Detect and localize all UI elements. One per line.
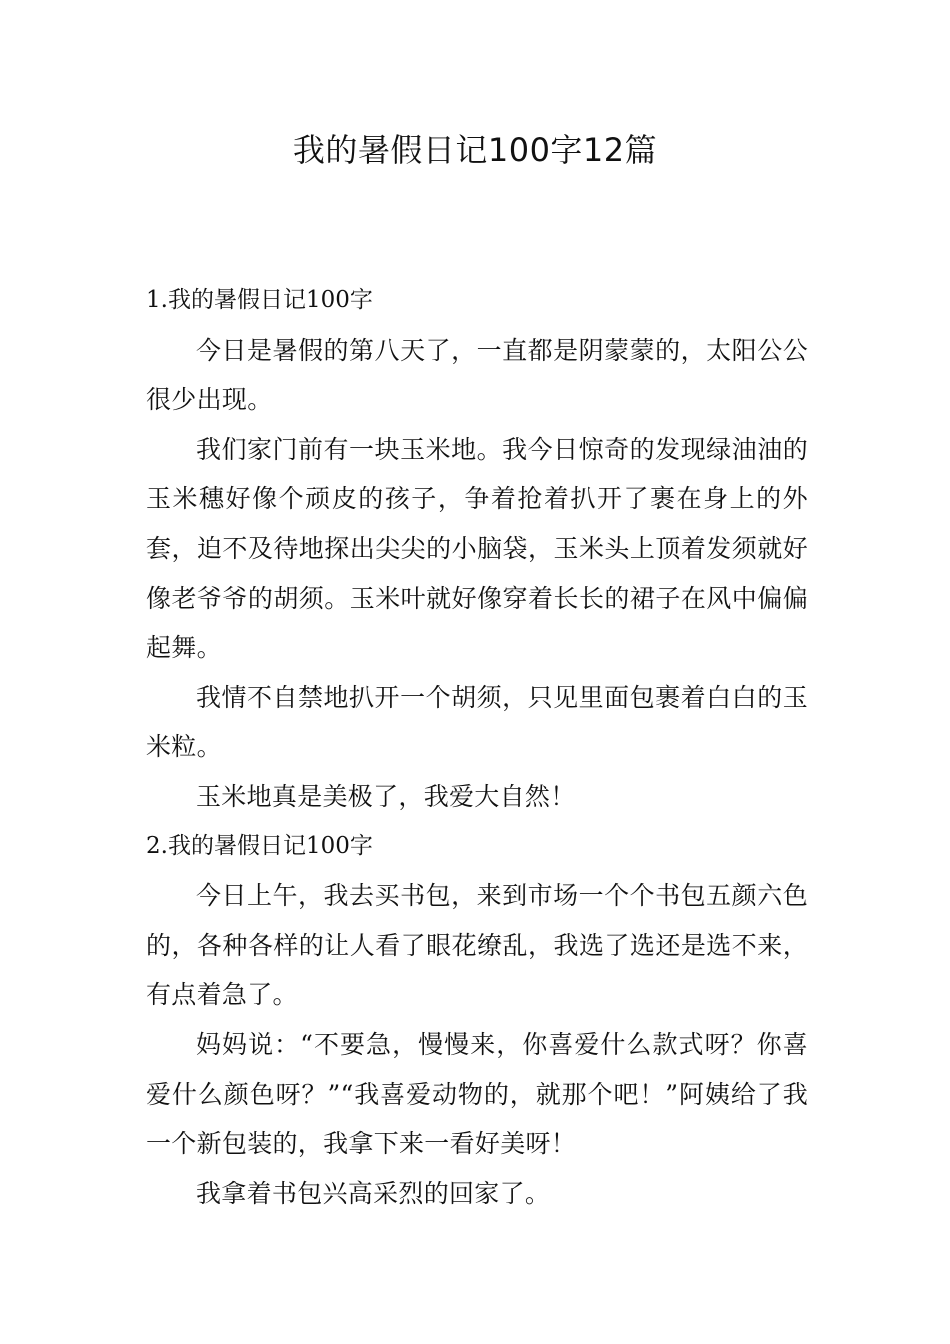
paragraph: 今日是暑假的第八天了，一直都是阴蒙蒙的，太阳公公很少出现。: [146, 335, 808, 415]
paragraph: 我们家门前有一块玉米地。我今日惊奇的发现绿油油的玉米穗好像个顽皮的孩子，争着抢着扒开了裹在身上的外套，迫不及待地探出尖尖的小脑袋，玉米头上顶着发须就好像老爷爷的胡须。玉米叶就好像穿着长长的裙子在风中偏偏起舞。: [146, 434, 808, 663]
paragraph: 今日上午，我去买书包，来到市场一个个书包五颜六色的，各种各样的让人看了眼花缭乱，我选了选还是选不来，有点着急了。: [146, 881, 808, 1010]
section-2: [146, 822, 808, 1219]
paragraph: 玉米地真是美极了，我爱大自然！: [196, 781, 576, 811]
paragraph: 妈妈说：“不要急，慢慢来，你喜爱什么款式呀？你喜爱什么颜色呀？”“我喜爱动物的，就那个吧！”阿姨给了我一个新包装的，我拿下来一看好美呀！: [146, 1029, 808, 1159]
paragraph: 我情不自禁地扒开一个胡须，只见里面包裹着白白的玉米粒。: [146, 682, 808, 762]
section-heading: 1.我的暑假日记100字: [146, 287, 373, 313]
section-heading: 2.我的暑假日记100字: [146, 832, 373, 859]
document-body: [146, 276, 808, 1218]
document-title: 我的暑假日记100字12篇: [292, 131, 658, 169]
section-1: [146, 276, 808, 822]
paragraph: 我拿着书包兴高采烈的回家了。: [196, 1178, 551, 1208]
